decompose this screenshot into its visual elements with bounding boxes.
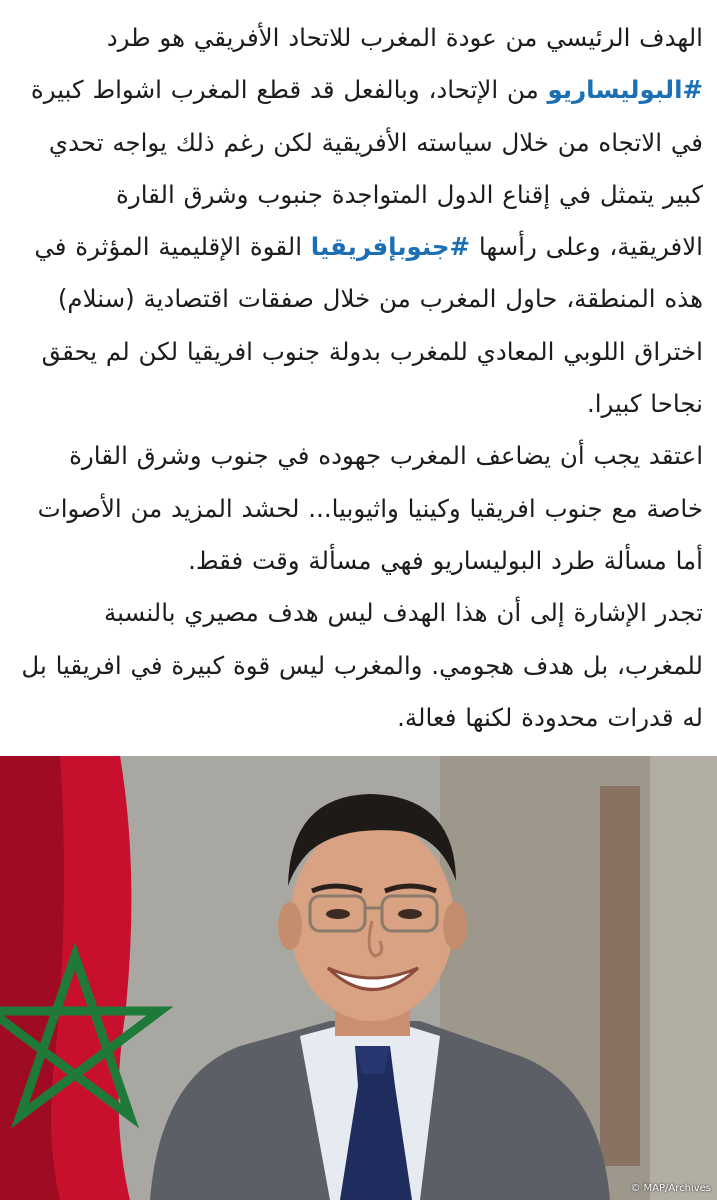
post-photo[interactable] <box>0 756 717 1200</box>
paragraph-1 <box>14 12 703 430</box>
paragraph-1-text-b: من الإتحاد، وبالفعل قد قطع المغرب اشواط كبيرة في الاتجاه من خلال سياسته الأفريقية لكن رغم ذلك يواجه تحدي كبير يتمثل في إقناع الدول المتواجدة جنبوب وشرق القارة الافريقية، وعلى رأسها <box>30 75 703 262</box>
paragraph-1-text-c: القوة الإقليمية المؤثرة في هذه المنطقة، حاول المغرب من خلال صفقات اقتصادية (سنلام) اختراق اللوبي المعادي للمغرب بدولة جنوب افريقيا لكن لم يحقق نجاحا كبيرا. <box>34 232 703 419</box>
hashtag-polisario-link[interactable]: #البوليساريو <box>547 75 703 105</box>
paragraph-2: اعتقد يجب أن يضاعف المغرب جهوده في جنوب وشرق القارة خاصة مع جنوب افريقيا وكينيا واثيوبيا... لحشد المزيد من الأصوات أما مسألة طرد البوليساريو فهي مسألة وقت فقط. <box>37 441 703 575</box>
paragraph-1-text-a: الهدف الرئيسي من عودة المغرب للاتحاد الأفريقي هو طرد <box>106 23 703 52</box>
paragraph-3: تجدر الإشارة إلى أن هذا الهدف ليس هدف مصيري بالنسبة للمغرب، بل هدف هجومي. والمغرب ليس قوة كبيرة في افريقيا بل له قدرات محدودة لكنها فعالة. <box>21 598 703 732</box>
photo-watermark: © MAP/Archives <box>630 1183 711 1194</box>
portrait-illustration <box>0 756 717 1200</box>
hashtag-south-africa-link[interactable]: #جنوبإفريقيا <box>310 232 471 262</box>
